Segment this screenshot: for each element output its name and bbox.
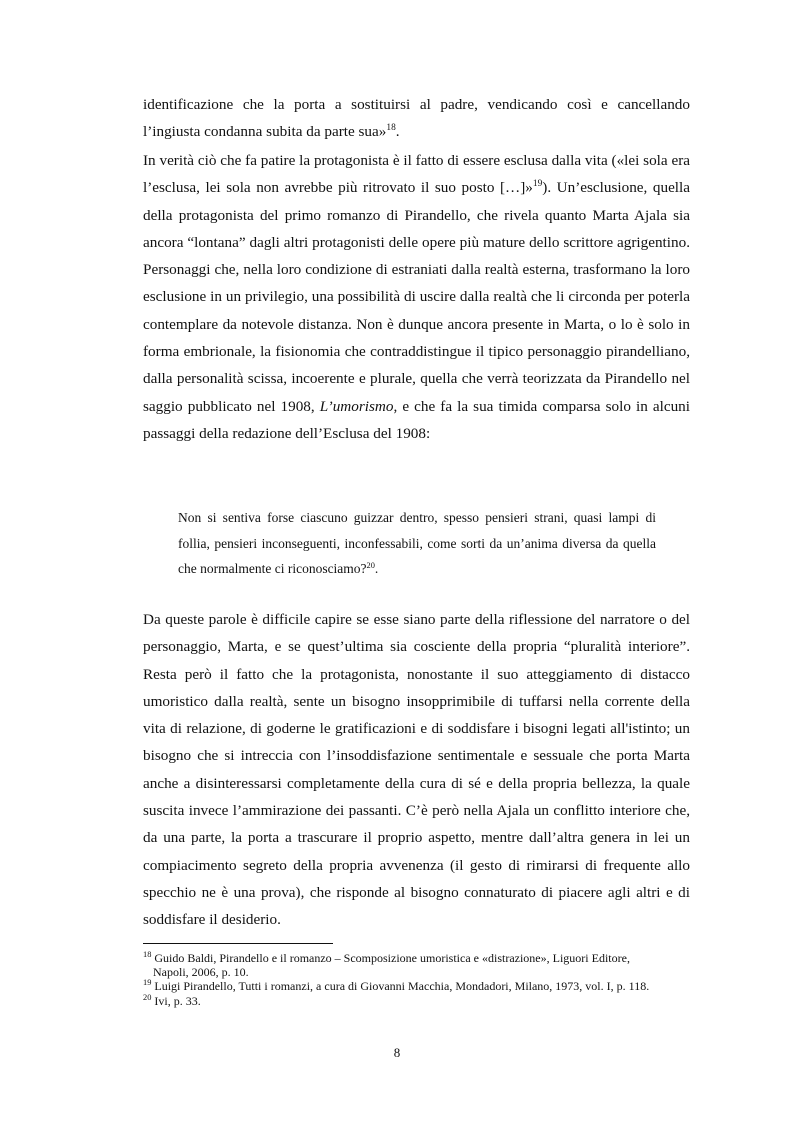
paragraph-1-line-2-text: l’ingiusta condanna subita da parte sua» [143, 123, 387, 141]
paragraph-1 [143, 91, 690, 146]
paragraph-2-text-a: In verità ciò che fa patire la protagonista è il fatto di essere esclusa dalla vita («lei sola era l’esclusa, lei sola non avrebbe più ritrovato il suo posto […]» [143, 152, 690, 197]
block-quote-end: . [374, 561, 379, 576]
footnote-number: 19 [143, 978, 152, 988]
footnote-number: 18 [143, 949, 152, 959]
paragraph-1-line-1: identificazione che la porta a sostituirsi al padre, vendicando così e cancellando [143, 96, 690, 113]
book-title-umorismo: L’umorismo [319, 397, 394, 415]
block-quote [178, 505, 656, 582]
footnote-ref-18: 18 [386, 123, 396, 134]
page-number: 8 [393, 1045, 401, 1060]
footnote-text: Guido Baldi, Pirandello e il romanzo – Scomposizione umoristica e «distrazione», Liguori Editore, [154, 951, 630, 965]
paragraph-2-text-b: ). Un’esclusione, quella della protagonista del primo romanzo di Pirandello, che rivela quanto Marta Ajala sia ancora “lontana” dagli altri protagonisti delle opere più mature dello scrittore agrigentino. Personaggi che, nella loro condizione di estraniati dalla realtà esterna, trasformano la loro esclusione in un privilegio, una possibilità di uscire dalla realtà che li circonda per poterla contemplare da notevole distanza. Non è dunque ancora presente in Marta, o lo è solo in forma embrionale, la fisionomia che contraddistingue il tipico personaggio pirandelliano, dalla personalità scissa, incoerente e plurale, quella che verrà teorizzata da Pirandello nel saggio pubblicato nel 1908, [143, 179, 690, 415]
footnote-number: 20 [143, 992, 152, 1002]
footnote-continuation: Napoli, 2006, p. 10. [153, 965, 249, 980]
footnote-separator [143, 943, 333, 944]
block-quote-text: Non si sentiva forse ciascuno guizzar dentro, spesso pensieri strani, quasi lampi di follia, pensieri inconseguenti, inconfessabili, come sorti da un’anima diversa da quella che normalmente ci riconosciamo? [178, 510, 656, 576]
footnote-18 [143, 951, 683, 979]
paragraph-3-text: Da queste parole è difficile capire se esse siano parte della riflessione del narratore o del personaggio, Marta, e se quest’ultima sia cosciente della propria “pluralità interiore”. Resta però il fatto che la protagonista, nonostante il suo atteggiamento di distacco umoristico dalla realtà, sente un bisogno insopprimibile di tuffarsi nella corrente della vita di relazione, di goderne le gratificazioni e di soddisfare i bisogni legati all'istinto; un bisogno che si intreccia con l’insoddisfazione sentimentale e sessuale che porta Marta anche a disinteressarsi completamente della cura di sé e della propria bellezza, la quale suscita invece l’ammirazione dei passanti. C’è però nella Ajala un conflitto interiore che, da una parte, la porta a trascurare il proprio aspetto, mentre dall’altra genera in lei un compiacimento segreto della propria avvenenza (il gesto di rimirarsi di frequente allo specchio ne è una prova), che risponde al bisogno connaturato di piacere agli altri e di soddisfare il desiderio. [143, 611, 690, 929]
footnote-text: Luigi Pirandello, Tutti i romanzi, a cura di Giovanni Macchia, Mondadori, Milano, 1973, vol. I, p. 118. [154, 979, 650, 994]
footnote-text: Ivi, p. 33. [154, 993, 201, 1008]
paragraph-1-end: . [395, 123, 400, 141]
paragraph-2 [143, 147, 690, 447]
footnote-ref-19: 19 [532, 179, 543, 190]
paragraph-1-line-2 [143, 118, 690, 145]
footnote-19 [143, 979, 683, 993]
footnote-20 [143, 994, 683, 1008]
footnotes [143, 951, 683, 1008]
paragraph-2-text-c: , e che fa la sua timida comparsa solo in alcuni passaggi della redazione dell’Esclusa del 1908: [143, 397, 690, 442]
paragraph-3 [143, 606, 690, 934]
footnote-ref-20: 20 [366, 560, 375, 570]
